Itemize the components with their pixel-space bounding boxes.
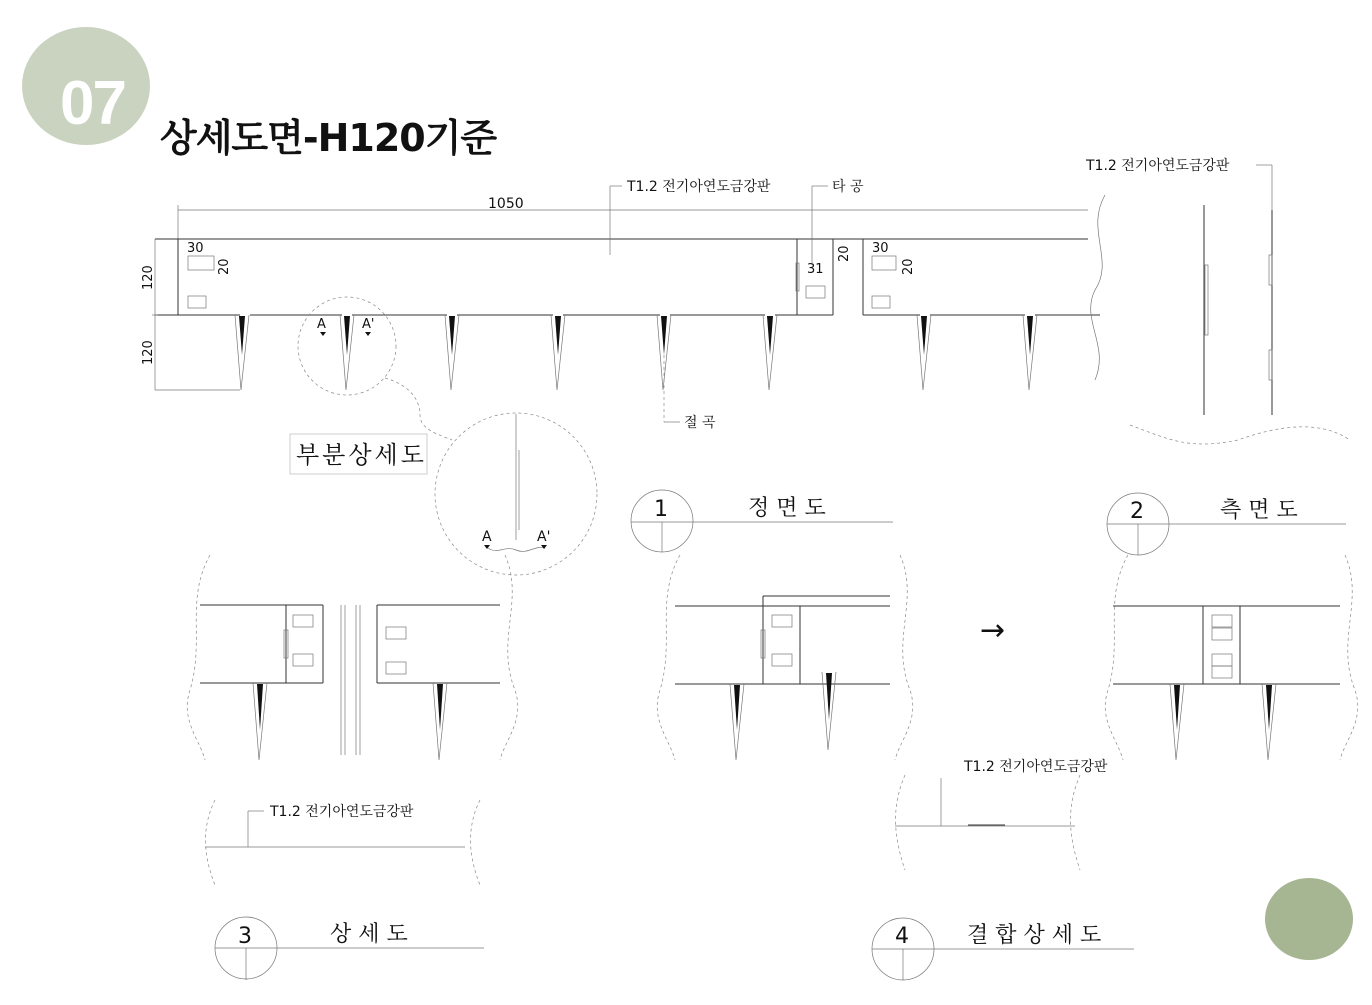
- view-title-1: [631, 490, 893, 552]
- front-material-label: T1.2 전기아연도금강판: [627, 179, 771, 195]
- combine-arrow: →: [980, 613, 1006, 648]
- view-3-title: 상 세 도: [330, 922, 408, 947]
- page-title: 상세도면-H120기준: [160, 116, 497, 160]
- dim-hole-offset: 31: [807, 262, 824, 277]
- combined-material-label: T1.2 전기아연도금강판: [964, 759, 1108, 775]
- section-mark-a-prime: A': [362, 317, 375, 332]
- view-1-title: 정 면 도: [748, 496, 826, 521]
- dim-total-length: 1050: [488, 196, 524, 212]
- combined-view: [657, 555, 1358, 870]
- partial-section-a-prime: A': [537, 529, 551, 545]
- dim-height-bottom: 120: [141, 340, 156, 365]
- dim-right-panel-hole-width: 30: [872, 241, 889, 256]
- side-view: [1085, 157, 1350, 444]
- view-3-number: 3: [238, 924, 252, 949]
- view-title-2: [1107, 493, 1346, 555]
- section-mark-a: A: [317, 317, 326, 332]
- view-title-4: [872, 918, 1134, 980]
- front-view: [141, 178, 1105, 440]
- dim-hole-height: 20: [217, 258, 232, 275]
- view-4-title: 결 합 상 세 도: [967, 923, 1102, 948]
- view-1-number: 1: [654, 497, 668, 522]
- view-title-3: [215, 917, 484, 980]
- dim-hole-width: 30: [187, 241, 204, 256]
- view-4-number: 4: [895, 924, 909, 949]
- detail-view: [187, 555, 518, 885]
- partial-detail-title: 부분상세도: [296, 441, 427, 469]
- side-material-label: T1.2 전기아연도금강판: [1086, 158, 1230, 174]
- partial-detail: [290, 413, 597, 575]
- bending-label: 절 곡: [684, 415, 716, 431]
- punching-label: 타 공: [832, 179, 864, 195]
- view-2-number: 2: [1130, 499, 1144, 524]
- detail-material-label: T1.2 전기아연도금강판: [270, 804, 414, 820]
- partial-section-a: A: [482, 529, 492, 545]
- dim-right-panel-hole-height: 20: [901, 258, 916, 275]
- dim-right-hole-height: 20: [837, 245, 852, 262]
- dim-height-top: 120: [141, 265, 156, 290]
- view-2-title: 측 면 도: [1220, 498, 1298, 523]
- section-number: 07: [60, 69, 125, 138]
